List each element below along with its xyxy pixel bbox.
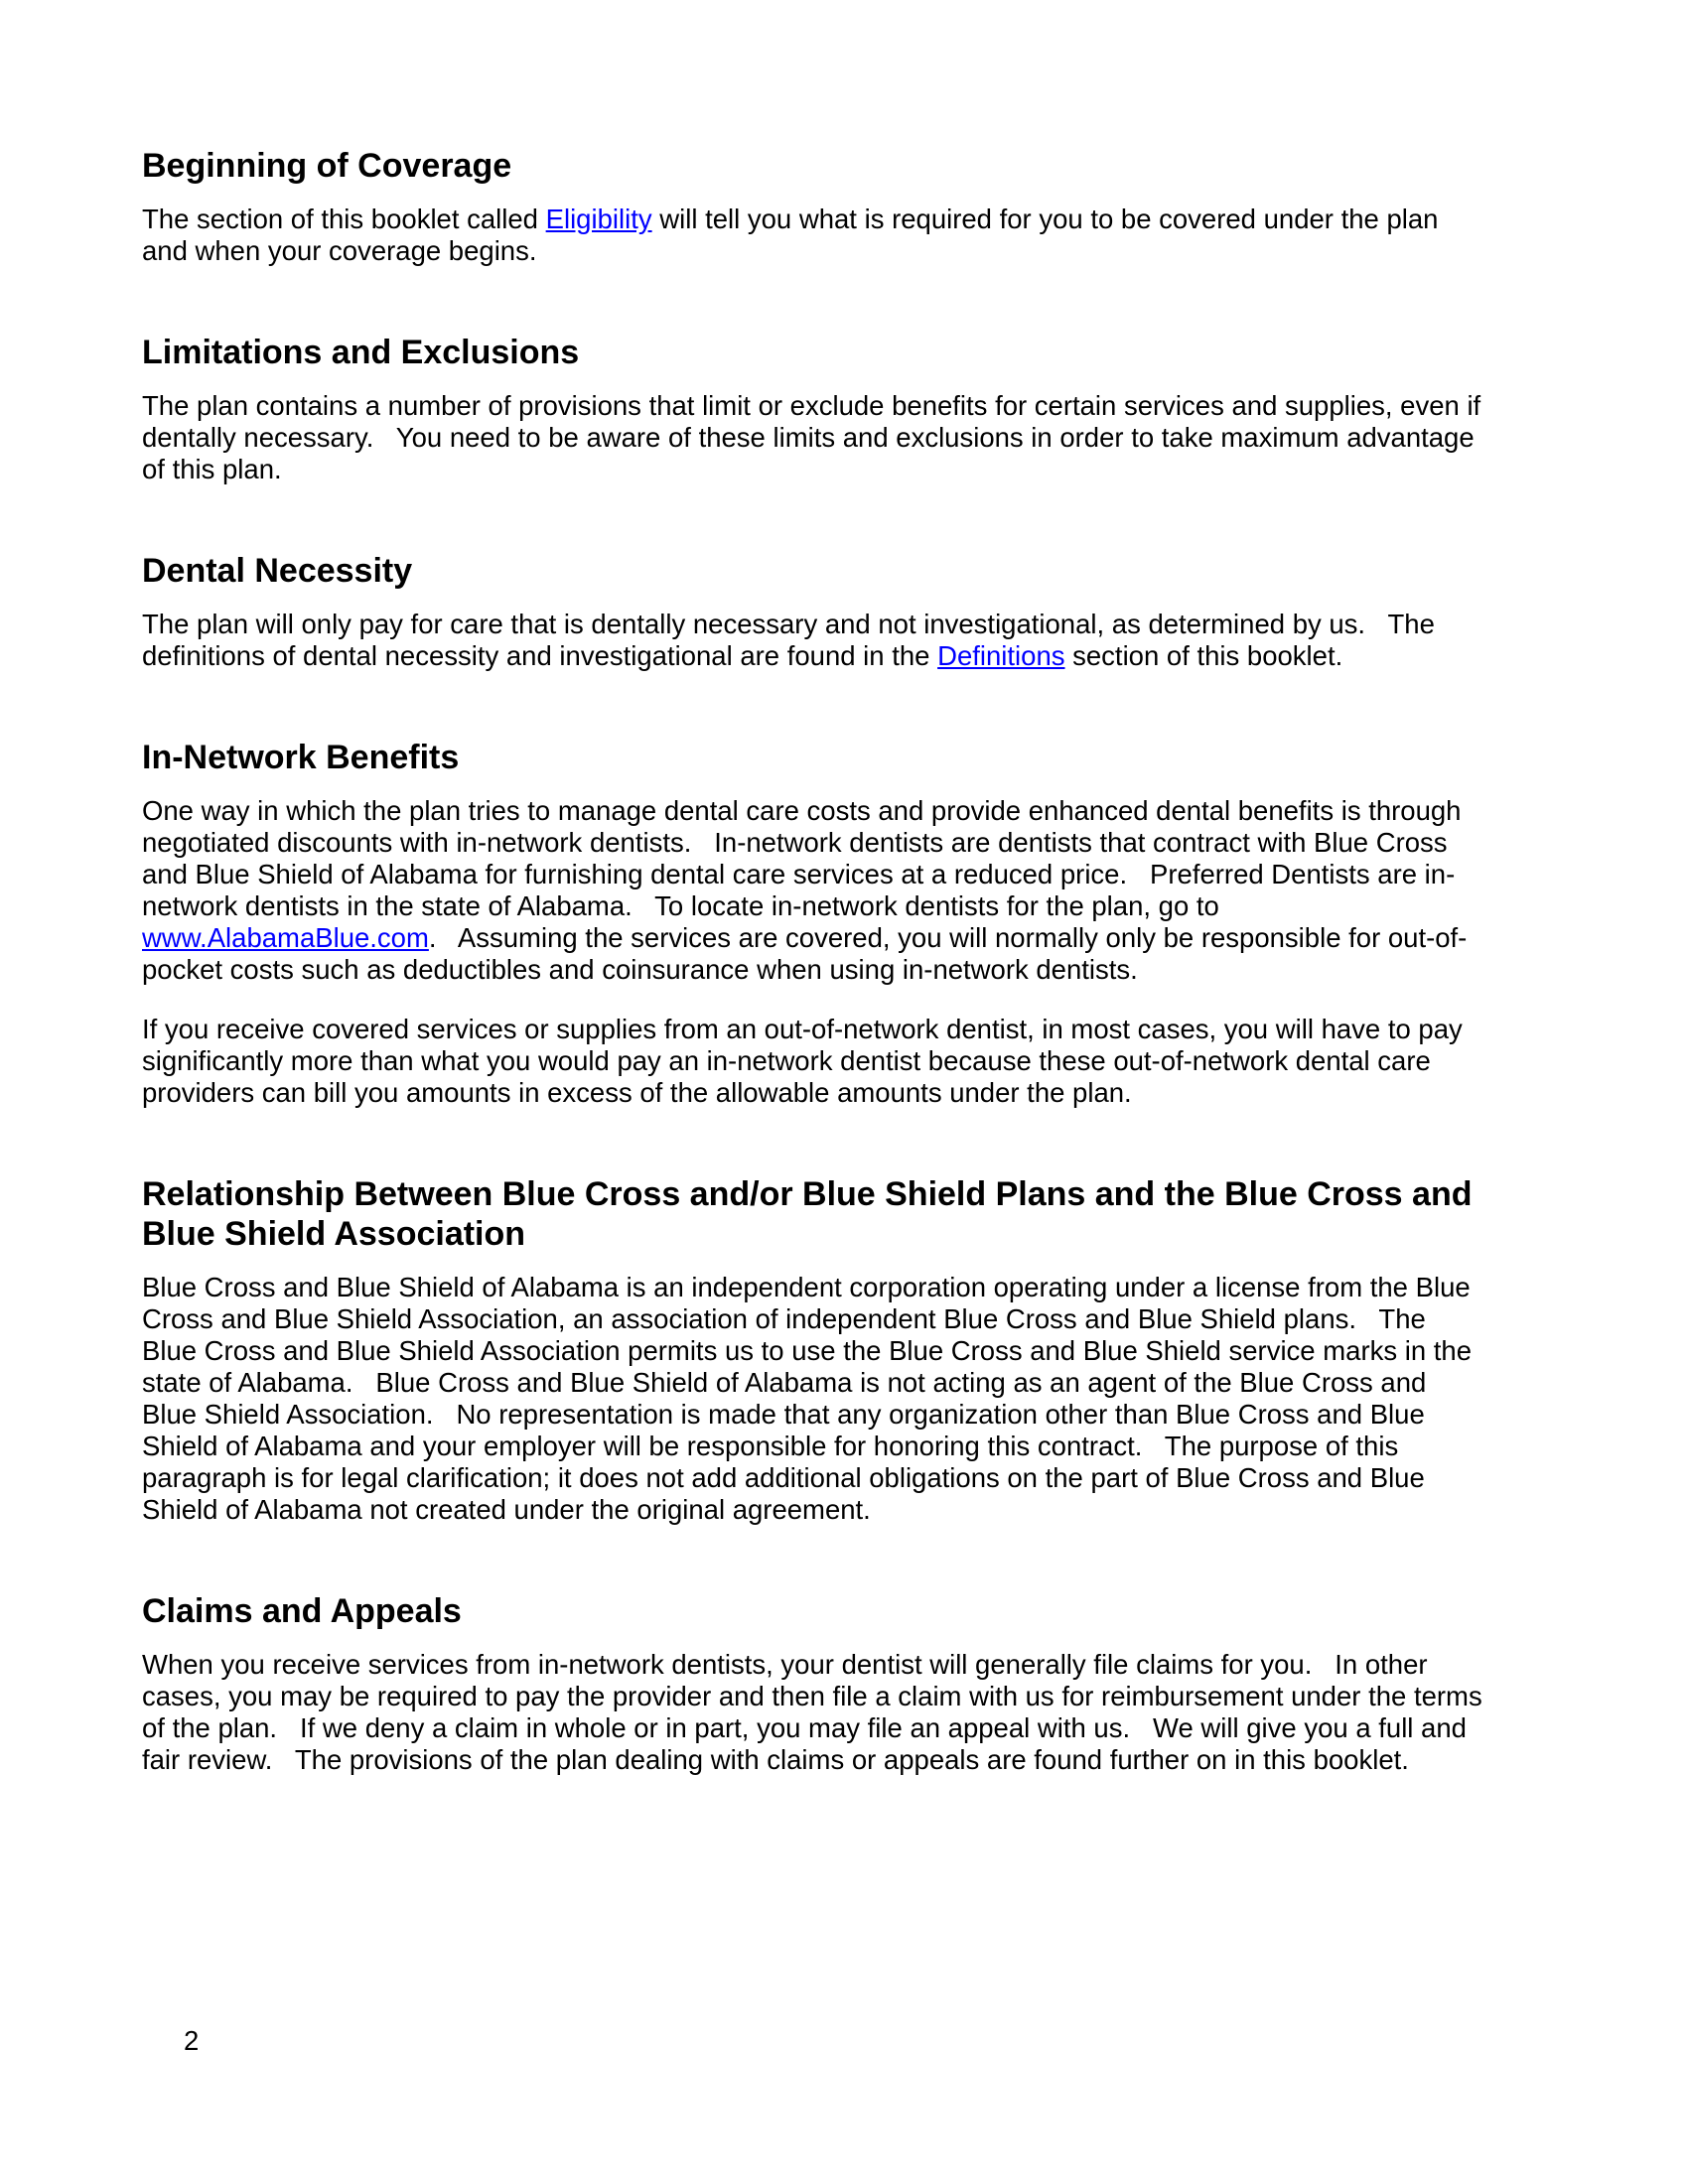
section-dental-necessity (142, 551, 1487, 672)
paragraph-text: will tell you what is required for you to be covered under the plan and when your coverage begins. (142, 204, 1447, 266)
section-bcbs-relationship (142, 1174, 1487, 1526)
paragraph-text: The plan contains a number of provisions that limit or exclude benefits for certain services and supplies, even if dentally necessary. You need to be aware of these limits and exclusions in order to take maximum advantage of this plan. (142, 390, 1488, 484)
paragraph (142, 795, 1487, 986)
alabamablue-website-link[interactable]: www.AlabamaBlue.com (142, 922, 429, 953)
section-heading: In-Network Benefits (142, 739, 460, 776)
section-heading: Claims and Appeals (142, 1592, 462, 1630)
section-beginning-of-coverage (142, 146, 1487, 267)
paragraph (142, 609, 1487, 672)
paragraph (142, 204, 1487, 267)
page-number: 2 (184, 2025, 200, 2056)
paragraph-text: . Assuming the services are covered, you will normally only be responsible for out-of-pocket costs such as deductibles and coinsurance when using in-network dentists. (142, 922, 1468, 985)
paragraph-text: The section of this booklet called (142, 204, 546, 234)
paragraph-text: Blue Cross and Blue Shield of Alabama is an independent corporation operating under a license from the Blue Cross and Blue Shield Association, an association of independent Blue Cross and Blue Shield plans. The Blue Cross and Blue Shield Association permits us to use the Blue Cross and Blue Shield service marks in the state of Alabama. Blue Cross and Blue Shield of Alabama is not acting as an agent of the Blue Cross and Blue Shield Association. No representation is made that any organization other than Blue Cross and Blue Shield of Alabama and your employer will be responsible for honoring this contract. The purpose of this paragraph is for legal clarification; it does not add additional obligations on the part of Blue Cross and Blue Shield of Alabama not created under the original agreement. (142, 1272, 1479, 1525)
paragraph-text: The plan will only pay for care that is dentally necessary and not investigational, as determined by us. The definitions of dental necessity and investigational are found in the (142, 609, 1443, 671)
paragraph-text: section of this booklet. (1064, 640, 1343, 671)
eligibility-link[interactable]: Eligibility (545, 204, 652, 234)
section-limitations-and-exclusions (142, 333, 1487, 485)
paragraph-text: When you receive services from in-network dentists, your dentist will generally file claims for you. In other cases, you may be required to pay the provider and then file a claim with us for reimbursement under the terms of the plan. If we deny a claim in whole or in part, you may file an appeal with us. We will give you a full and fair review. The provisions of the plan dealing with claims or appeals are found further on in this booklet. (142, 1649, 1490, 1775)
paragraph-text: One way in which the plan tries to manage dental care costs and provide enhanced dental benefits is through negotiated discounts with in-network dentists. In-network dentists are dentists that contract with Blue Cross and Blue Shield of Alabama for furnishing dental care services at a reduced price. Preferred Dentists are in-network dentists in the state of Alabama. To locate in-network dentists for the plan, go to (142, 795, 1470, 921)
section-heading: Limitations and Exclusions (142, 334, 580, 371)
section-heading: Dental Necessity (142, 552, 413, 590)
paragraph-text: If you receive covered services or supplies from an out-of-network dentist, in most cases, you will have to pay significantly more than what you would pay an in-network dentist because these out-of-network dental care providers can bill you amounts in excess of the allowable amounts under the plan. (142, 1014, 1471, 1108)
paragraph (142, 1272, 1487, 1526)
paragraph (142, 1014, 1487, 1109)
section-heading: Beginning of Coverage (142, 147, 512, 185)
paragraph (142, 1649, 1490, 1776)
section-in-network-benefits (142, 738, 1487, 1109)
section-heading: Relationship Between Blue Cross and/or Blue Shield Plans and the Blue Cross and Blue Shield Association (142, 1175, 1473, 1253)
section-claims-and-appeals (142, 1591, 1490, 1776)
document-content (142, 146, 1490, 1804)
paragraph (142, 390, 1487, 485)
definitions-link[interactable]: Definitions (937, 640, 1065, 671)
